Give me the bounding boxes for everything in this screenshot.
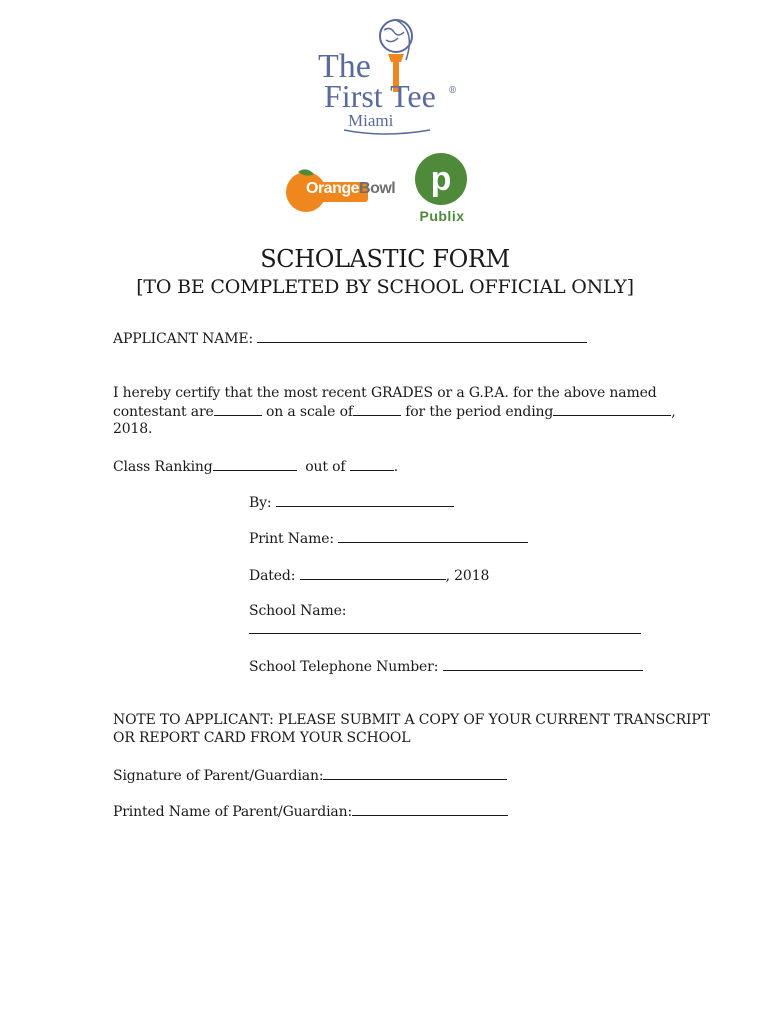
parent-printed-label: Printed Name of Parent/Guardian: bbox=[113, 804, 353, 820]
period-ending-field[interactable] bbox=[553, 402, 671, 416]
publix-letter: p bbox=[430, 160, 452, 198]
parent-printed-row bbox=[113, 802, 508, 821]
scale-field[interactable] bbox=[353, 402, 401, 416]
grades-field[interactable] bbox=[214, 402, 262, 416]
parent-printed-field[interactable] bbox=[352, 802, 508, 816]
applicant-name-field[interactable] bbox=[257, 329, 587, 343]
school-phone-row bbox=[249, 657, 643, 676]
out-of-field[interactable] bbox=[350, 457, 394, 471]
dated-label: Dated: bbox=[249, 568, 296, 584]
school-phone-label: School Telephone Number: bbox=[249, 659, 439, 675]
logo-text-the: The bbox=[318, 48, 371, 85]
scale-of-label: on a scale of bbox=[265, 404, 353, 420]
logo-text-miami: Miami bbox=[348, 111, 394, 130]
applicant-name-row bbox=[113, 329, 587, 348]
by-label: By: bbox=[249, 495, 272, 511]
form-subtitle: [TO BE COMPLETED BY SCHOOL OFFICIAL ONLY] bbox=[136, 276, 634, 298]
class-ranking-label: Class Ranking bbox=[113, 459, 213, 475]
orange-bowl-wordmark bbox=[306, 180, 395, 198]
logo-text-first-tee: First Tee bbox=[324, 78, 436, 114]
parent-signature-row bbox=[113, 766, 507, 785]
publix-p-icon bbox=[410, 152, 472, 208]
orange-word: Orange bbox=[306, 180, 360, 197]
print-name-field[interactable] bbox=[338, 529, 528, 543]
registered-mark: ® bbox=[448, 86, 457, 96]
note-line-2: OR REPORT CARD FROM YOUR SCHOOL bbox=[113, 730, 411, 746]
period-comma: , bbox=[671, 404, 676, 420]
note-line-1: NOTE TO APPLICANT: PLEASE SUBMIT A COPY OF YOUR CURRENT TRANSCRIPT bbox=[113, 712, 710, 728]
dated-field[interactable] bbox=[300, 566, 446, 580]
orange-bowl-logo bbox=[284, 166, 396, 218]
class-ranking-field[interactable] bbox=[213, 457, 297, 471]
out-of-label: out of bbox=[305, 459, 346, 475]
by-signature-field[interactable] bbox=[276, 493, 454, 507]
school-phone-field[interactable] bbox=[443, 657, 643, 671]
first-tee-logo bbox=[312, 14, 462, 136]
parent-signature-field[interactable] bbox=[323, 766, 507, 780]
certify-line-3: 2018. bbox=[113, 421, 153, 437]
school-name-field[interactable] bbox=[249, 620, 641, 634]
school-name-row bbox=[249, 620, 641, 639]
print-name-label: Print Name: bbox=[249, 531, 334, 547]
publix-wordmark: Publix bbox=[419, 208, 465, 224]
period-ending-label: for the period ending bbox=[405, 404, 554, 420]
out-of-period: . bbox=[393, 459, 399, 475]
swoosh-icon bbox=[342, 128, 432, 136]
parent-signature-label: Signature of Parent/Guardian: bbox=[113, 768, 324, 784]
form-title: SCHOLASTIC FORM bbox=[260, 245, 510, 273]
school-name-label: School Name: bbox=[249, 603, 347, 619]
bowl-word: Bowl bbox=[359, 180, 396, 197]
class-ranking-row bbox=[113, 457, 398, 476]
contestant-are-label: contestant are bbox=[113, 404, 214, 420]
certify-line-2 bbox=[113, 402, 676, 421]
certify-line-1: I hereby certify that the most recent GRADES or a G.P.A. for the above named bbox=[113, 385, 657, 401]
print-name-row bbox=[249, 529, 528, 548]
publix-logo bbox=[410, 152, 472, 226]
dated-row bbox=[249, 566, 489, 585]
applicant-name-label: APPLICANT NAME: bbox=[113, 331, 254, 347]
by-row bbox=[249, 493, 454, 512]
dated-year: , 2018 bbox=[445, 568, 490, 584]
